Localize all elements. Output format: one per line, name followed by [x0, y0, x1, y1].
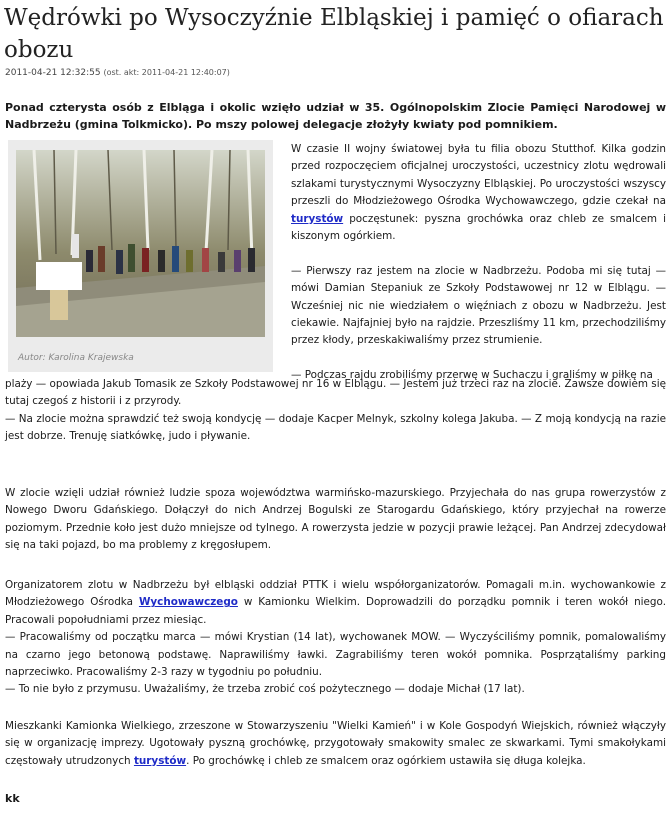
paragraph-2: — Pierwszy raz jestem na zlocie w Nadbrzeżu. Podoba mi się tutaj — mówi Damian Stepaniuk ze Szkoły Podstawowej nr 12 w Elblągu. — Wcześniej nic nie wiedziałem o więźniach z obozu w Nadbrzeżu. Jest ciekawie. Najfajniej było na rajdzie. Przeszliśmy 11 km, przechodziliśmy przez kłody, przeskakiwaliśmy przez strumienie.	[291, 264, 666, 347]
paragraph-5-end: w Kamionku Wielkim. Doprowadzili do porządku pomnik i teren wokół niego. Pracowali popołudniami przez miesiąc.	[5, 596, 667, 626]
article-lead: Ponad czterysta osób z Elbląga i okolic wzięło udział w 35. Ogólnopolskim Zlocie Pamięci Narodowej w Nadbrzeżu (gmina Tolkmicko). Po mszy polowej delegacje złożyły kwiaty pod pomnikiem.	[5, 101, 666, 131]
keyword-link-turystow[interactable]: turystów	[291, 212, 344, 225]
paragraph-5-quote-2: — To nie było z przymusu. Uważaliśmy, że trzeba zrobić coś pożytecznego — dodaje Michał (17 lat).	[5, 683, 525, 696]
paragraph-3-start: — Podczas rajdu zrobiliśmy przerwę w Suchaczu i graliśmy w piłkę na	[291, 369, 653, 382]
article-body-full-2	[5, 577, 666, 699]
article-body-full-1	[5, 376, 666, 446]
paragraph-3-end: plaży — opowiada Jakub Tomasik ze Szkoły Podstawowej nr 16 w Elblągu. — Jestem już trzeci raz na zlocie. Zawsze dowiem się tutaj czegoś z historii i z przyrody.	[5, 378, 666, 408]
paragraph-4: W zlocie wzięli udział również ludzie spoza województwa warmińsko-mazurskiego. Przyjechała do nas grupa rowerzystów z Nowego Dworu Gdańskiego. Dołączył do nich Andrzej Bogulski ze Starogardu Gdańskiego, który przyjechał na rowerze poziomym. Przednie koło jest dużo mniejsze od tylnego. A rowerzysta jedzie w pozycji prawie leżącej. Pan Andrzej zdecydował się na taki pojazd, bo ma problemy z kręgosłupem.	[5, 487, 666, 552]
paragraph-6-start: Mieszkanki Kamionka Wielkiego, zrzeszone w Stowarzyszeniu "Wielki Kamień" i w Kole Gospodyń Wiejskich, również włączyły się w organizację imprezy. Ugotowały pyszną grochówkę, przygotowały smakowity smalec ze skwarkami. Tymi smakołykami częstowały utrudzonych	[5, 720, 666, 767]
photo-caption: Autor: Karolina Krajewska	[18, 353, 134, 363]
article-title: Wędrówki po Wysoczyźnie Elbląskiej i pamięć o ofiarach obozu	[4, 5, 664, 63]
author-signature: kk	[5, 792, 20, 805]
keyword-link-turystow-2[interactable]: turystów	[133, 754, 187, 767]
paragraph-3-quote: — Na zlocie można sprawdzić też swoją kondycję — dodaje Kacper Melnyk, szkolny kolega Jakuba. — Z moją kondycją na razie jest dobrze. Trenuję siatkówkę, judo i pływanie.	[5, 412, 666, 443]
paragraph-5	[5, 577, 666, 629]
article-photo[interactable]	[16, 150, 265, 337]
keyword-link-wychowawczego[interactable]: Wychowawczego	[138, 596, 238, 609]
paragraph-6	[5, 718, 666, 770]
paragraph-6-end: . Po grochówkę i chleb ze smalcem oraz ogórkiem ustawiła się długa kolejka.	[186, 754, 586, 767]
paragraph-5-quote-1: — Pracowaliśmy od początku marca — mówi Krystian (14 lat), wychowanek MOW. — Wyczyściliśmy pomnik, pomalowaliśmy na czarno jego betonową podstawę. Naprawiliśmy ławki. Zagrabiliśmy teren wokół pomnika. Posprzątaliśmy parking naprzeciwko. Pracowaliśmy 2-3 razy w tygodniu po południu.	[5, 631, 666, 679]
paragraph-1-end: poczęstunek: pyszna grochówka oraz chleb ze smalcem i kiszonym ogórkiem.	[291, 212, 666, 243]
publish-date: 2011-04-21 12:32:55	[5, 68, 101, 78]
paragraph-1-start: W czasie II wojny światowej była tu filia obozu Stutthof. Kilka godzin przed rozpoczęciem oficjalnej uroczystości, uczestnicy zlotu wędrowali szlakami turystycznymi Wysoczyzny Elbląskiej. Po uroczystości wszyscy przeszli do Młodzieżowego Ośrodka Wychowawczego, gdzie czekał na	[291, 143, 666, 208]
article-body-column	[291, 141, 666, 385]
update-date: (ost. akt: 2011-04-21 12:40:07)	[103, 68, 230, 77]
article-meta	[5, 68, 230, 78]
photo-box	[8, 140, 273, 372]
paragraph-5-start: Organizatorem zlotu w Nadbrzeżu był elbląski oddział PTTK i wielu współorganizatorów. Pomagali m.in. wychowankowie z Młodzieżowego Ośrodka	[5, 579, 666, 609]
